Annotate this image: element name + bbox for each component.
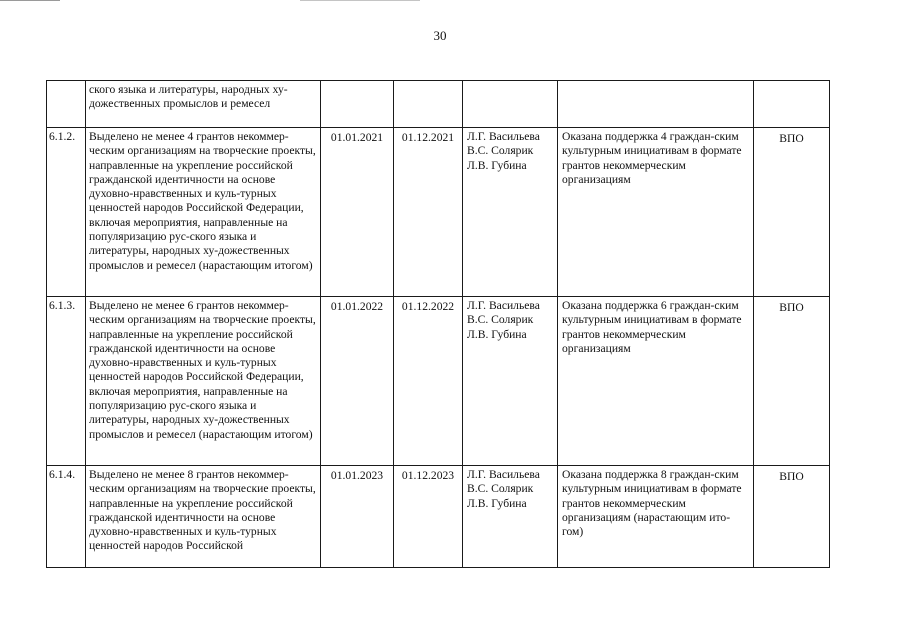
plan-table xyxy=(46,80,830,568)
responsible-people: Л.Г. Васильева В.С. Солярик Л.В. Губина xyxy=(463,128,558,297)
end-date: 01.12.2021 xyxy=(394,128,463,297)
end-date: 01.12.2022 xyxy=(394,297,463,466)
table-row xyxy=(47,466,830,568)
item-description: Выделено не менее 6 грантов некоммер-ческим организациям на творческие проекты, направленные на укрепление российской гражданской идентичности на основе духовно-нравственных и куль-турных ценностей народов Российской Федерации, включая мероприятия, направленные на популяризацию рус-ского языка и литературы, народных ху-дожественных промыслов и ремесел (нарастающим итогом) xyxy=(86,297,321,466)
end-date xyxy=(394,81,463,128)
expected-result: Оказана поддержка 8 граждан-ским культурным инициативам в формате грантов некоммерческим организациям (нарастающим ито-гом) xyxy=(558,466,754,568)
responsible-unit xyxy=(754,81,830,128)
table-row xyxy=(47,81,830,128)
end-date: 01.12.2023 xyxy=(394,466,463,568)
responsible-unit: ВПО xyxy=(754,466,830,568)
item-number xyxy=(47,81,86,128)
item-description: Выделено не менее 8 грантов некоммер-ческим организациям на творческие проекты, направленные на укрепление российской гражданской идентичности на основе духовно-нравственных и куль-турных ценностей народов Российской xyxy=(86,466,321,568)
expected-result: Оказана поддержка 6 граждан-ским культурным инициативам в формате грантов некоммерческим организациям xyxy=(558,297,754,466)
expected-result: Оказана поддержка 4 граждан-ским культурным инициативам в формате грантов некоммерческим организациям xyxy=(558,128,754,297)
responsible-people: Л.Г. Васильева В.С. Солярик Л.В. Губина xyxy=(463,297,558,466)
item-description: Выделено не менее 4 грантов некоммер-ческим организациям на творческие проекты, направленные на укрепление российской гражданской идентичности на основе духовно-нравственных и куль-турных ценностей народов Российской Федерации, включая мероприятия, направленные на популяризацию рус-ского языка и литературы, народных ху-дожественных промыслов и ремесел (нарастающим итогом) xyxy=(86,128,321,297)
item-number: 6.1.2. xyxy=(47,128,86,297)
start-date: 01.01.2021 xyxy=(321,128,394,297)
responsible-people: Л.Г. Васильева В.С. Солярик Л.В. Губина xyxy=(463,466,558,568)
item-number: 6.1.4. xyxy=(47,466,86,568)
page-number: 30 xyxy=(433,28,447,43)
scan-artifact-line xyxy=(0,0,60,1)
expected-result xyxy=(558,81,754,128)
responsible-people xyxy=(463,81,558,128)
table-row xyxy=(47,297,830,466)
item-number: 6.1.3. xyxy=(47,297,86,466)
start-date xyxy=(321,81,394,128)
scan-artifact-line xyxy=(300,0,420,1)
start-date: 01.01.2022 xyxy=(321,297,394,466)
start-date: 01.01.2023 xyxy=(321,466,394,568)
responsible-unit: ВПО xyxy=(754,128,830,297)
responsible-unit: ВПО xyxy=(754,297,830,466)
item-description: ского языка и литературы, народных ху-дожественных промыслов и ремесел xyxy=(86,81,321,128)
table-row xyxy=(47,128,830,297)
